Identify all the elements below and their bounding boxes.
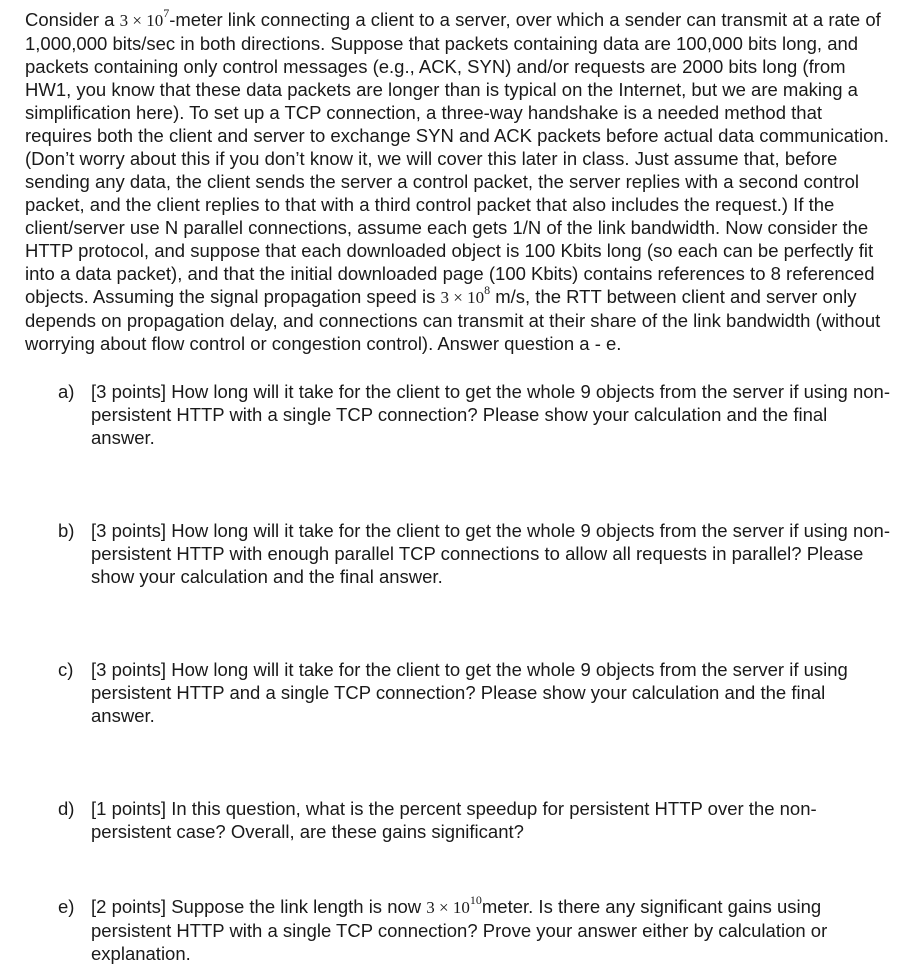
intro-text-3: m/s, the RTT between client and server only depends on propagation delay, and connections can transmit at their share of the link bandwidth (without worrying about flow control or congestion control). Answer question a - e. — [25, 286, 881, 354]
problem-intro — [25, 5, 892, 355]
question-c-letter: c) — [58, 659, 74, 680]
question-e-text-2: meter. Is there any significant gains using persistent HTTP with a single TCP connection? Prove your answer either by calculation or explanation. — [91, 896, 828, 964]
question-d-letter: d) — [58, 798, 75, 819]
question-b-letter: b) — [58, 520, 75, 541]
link-length-formula: 3 × 10 — [119, 11, 164, 30]
intro-text-1: Consider a — [25, 9, 120, 30]
link-length-exponent: 7 — [163, 5, 170, 20]
question-d — [25, 797, 892, 843]
question-b — [25, 519, 892, 588]
question-e-text-1: [2 points] Suppose the link length is now — [91, 896, 427, 917]
question-a-letter: a) — [58, 381, 75, 402]
question-c — [25, 658, 892, 727]
new-link-length-exponent: 10 — [469, 892, 482, 907]
intro-text-2: -meter link connecting a client to a server, over which a sender can transmit at a rate of 1,000,000 bits/sec in both directions. Suppose that packets containing data are 100,000 bits long, and packets containing only control messages (e.g., ACK, SYN) and/or requests are 2000 bits long (from HW1, you know that these data packets are longer than is typical on the Internet, but we are making a simplification here). To set up a TCP connection, a three-way handshake is a needed method that requires both the client and server to exchange SYN and ACK packets before actual data communication. (Don’t worry about this if you don’t know it, we will cover this later in class. Just assume that, before sending any data, the client sends the server a control packet, the server replies with a second control packet, and the client replies to that with a third control packet that also includes the request.) If the client/server use N parallel connections, assume each gets 1/N of the link bandwidth. Now consider the HTTP protocol, and suppose that each downloaded object is 100 Kbits long (so each can be perfectly fit into a data packet), and that the initial downloaded page (100 Kbits) contains references to 8 referenced objects. Assuming the signal propagation speed is — [25, 9, 889, 307]
question-e — [25, 892, 892, 965]
question-c-text: [3 points] How long will it take for the client to get the whole 9 objects from the server if using persistent HTTP and a single TCP connection? Please show your calculation and the final answer. — [91, 659, 848, 726]
propagation-speed-formula: 3 × 10 — [440, 288, 485, 307]
question-list — [25, 380, 892, 965]
new-link-length-formula: 3 × 10 — [426, 898, 470, 917]
question-d-text: [1 points] In this question, what is the percent speedup for persistent HTTP over the non-persistent case? Overall, are these gains significant? — [91, 798, 817, 842]
question-a-text: [3 points] How long will it take for the client to get the whole 9 objects from the server if using non-persistent HTTP with a single TCP connection? Please show your calculation and the final answer. — [91, 381, 890, 448]
propagation-speed-exponent: 8 — [484, 282, 491, 297]
question-b-text: [3 points] How long will it take for the client to get the whole 9 objects from the server if using non-persistent HTTP with enough parallel TCP connections to allow all requests in parallel? Please show your calculation and the final answer. — [91, 520, 890, 587]
question-a — [25, 380, 892, 449]
question-e-letter: e) — [58, 896, 75, 917]
